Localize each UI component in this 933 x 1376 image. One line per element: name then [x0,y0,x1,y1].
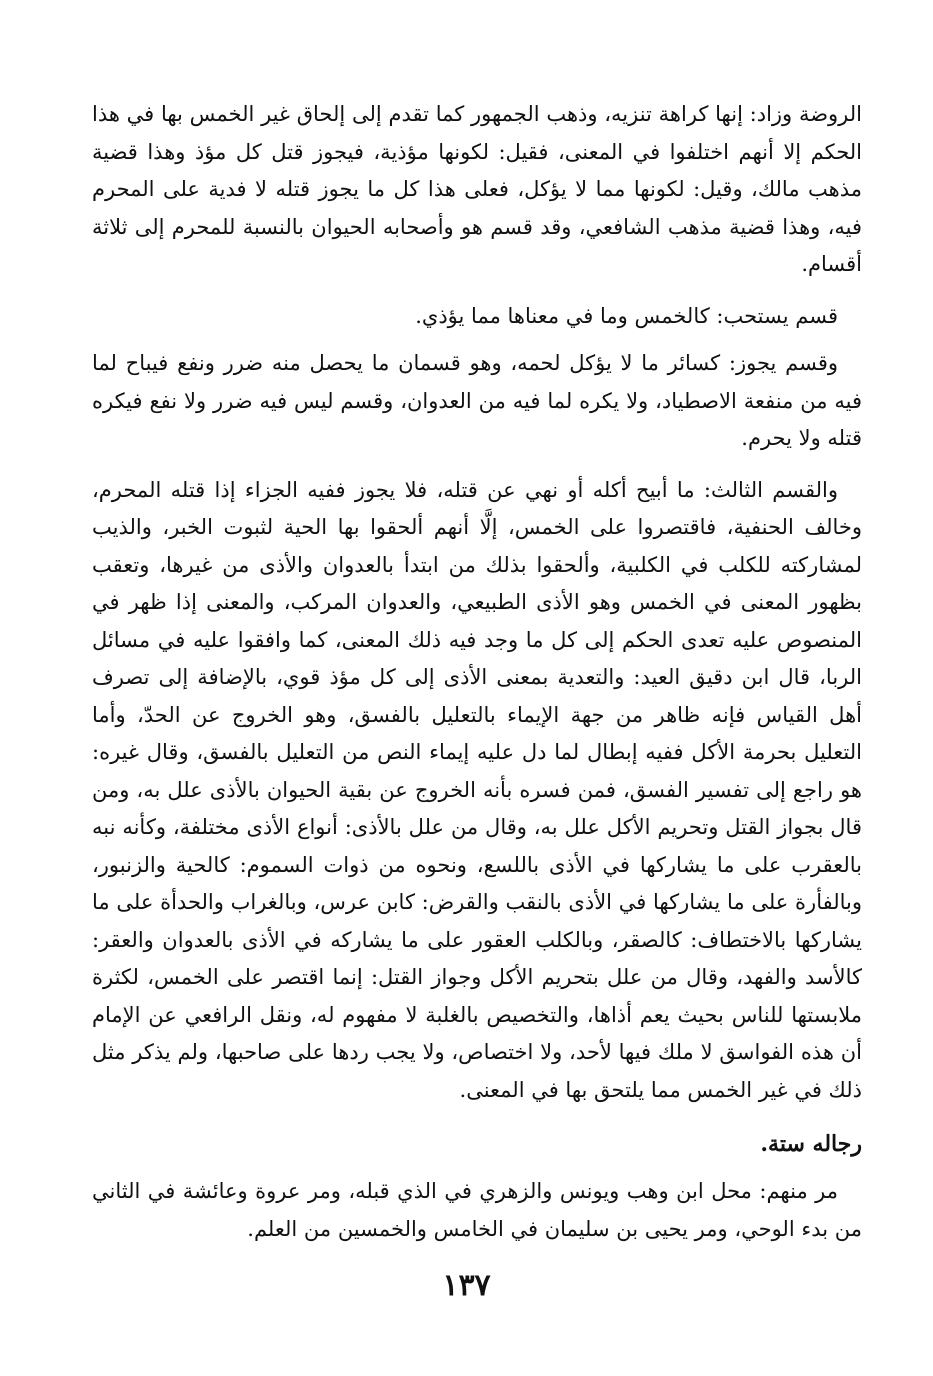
page-number: ١٣٧ [442,1268,491,1303]
paragraph-rawda: الروضة وزاد: إنها كراهة تنزيه، وذهب الجمهور كما تقدم إلى إلحاق غير الخمس بها في هذا الحكم إلا أنهم اختلفوا في المعنى، فقيل: لكونها مؤذية، فيجوز قتل كل مؤذ وهذا قضية مذهب مالك، وقيل: لكونها مما لا يؤكل، فعلى هذا كل ما يجوز قتله لا فدية على المحرم فيه، وهذا قضية مذهب الشافعي، وقد قسم هو وأصحابه الحيوان بالنسبة للمحرم إلى ثلاثة أقسام. [92,102,862,276]
paragraph-third-category: والقسم الثالث: ما أبيح أكله أو نهي عن قتله، فلا يجوز ففيه الجزاء إذا قتله المحرم، وخالف الحنفية، فاقتصروا على الخمس، إلَّا أنهم ألحقوا بها الحية لثبوت الخبر، والذيب لمشاركته للكلب في الكلبية، وألحقوا بذلك من ابتدأ بالعدوان والأذى من غيرها، وتعقب بظهور المعنى في الخمس وهو الأذى الطبيعي، والعدوان المركب، والمعنى إذا ظهر في المنصوص عليه تعدى الحكم إلى كل ما وجد فيه ذلك المعنى، كما وافقوا عليه في مسائل الربا، قال ابن دقيق العيد: والتعدية بمعنى الأذى إلى كل مؤذ قوي، بالإضافة إلى تصرف أهل القياس فإنه ظاهر من جهة الإيماء بالتعليل بالفسق، وهو الخروج عن الحدّ، وأما التعليل بحرمة الأكل ففيه إبطال لما دل عليه إيماء النص من التعليل بالفسق، وقال غيره: هو راجع إلى تفسير الفسق، فمن فسره بأنه الخروج عن بقية الحيوان بالأذى علل به، ومن قال بجواز القتل وتحريم الأكل علل به، وقال من علل بالأذى: أنواع الأذى مختلفة، وكأنه نبه بالعقرب على ما يشاركها في الأذى باللسع، ونحوه من ذوات السموم: كالحية والزنبور، وبالفأرة على ما يشاركها في الأذى بالنقب والقرض: كابن عرس، وبالغراب والحدأة على ما يشاركها بالاختطاف: كالصقر، وبالكلب العقور على ما يشاركه في الأذى بالعدوان والعقر: كالأسد والفهد، وقال من علل بتحريم الأكل وجواز القتل: إنما اقتصر على الخمس، لكثرة ملابستها للناس بحيث يعم أذاها، والتخصيص بالغلبة لا مفهوم له، ونقل الرافعي عن الإمام أن هذه الفواسق لا ملك فيها لأحد، ولا اختصاص، ولا يجب ردها على صاحبها، ولم يذكر مثل ذلك في غير الخمس مما يلتحق بها في المعنى. [92,477,862,1102]
paragraph-first-category: قسم يستحب: كالخمس وما في معناها مما يؤذي. [415,303,838,328]
paragraph-second-category: وقسم يجوز: كسائر ما لا يؤكل لحمه، وهو قسمان ما يحصل منه ضرر ونفع فيباح لما فيه من منفعة الاصطياد، ولا يكره لما فيه من العدوان، وقسم ليس فيه ضرر ولا نفع فيكره قتله ولا يحرم. [92,351,862,450]
book-page [92,96,862,1316]
paragraph-narrators: مر منهم: محل ابن وهب ويونس والزهري في الذي قبله، ومر عروة وعائشة في الثاني من بدء الوحي، ومر يحيى بن سليمان في الخامس والخمسين من العلم. [92,1179,862,1241]
section-heading: رجاله ستة. [760,1131,862,1157]
